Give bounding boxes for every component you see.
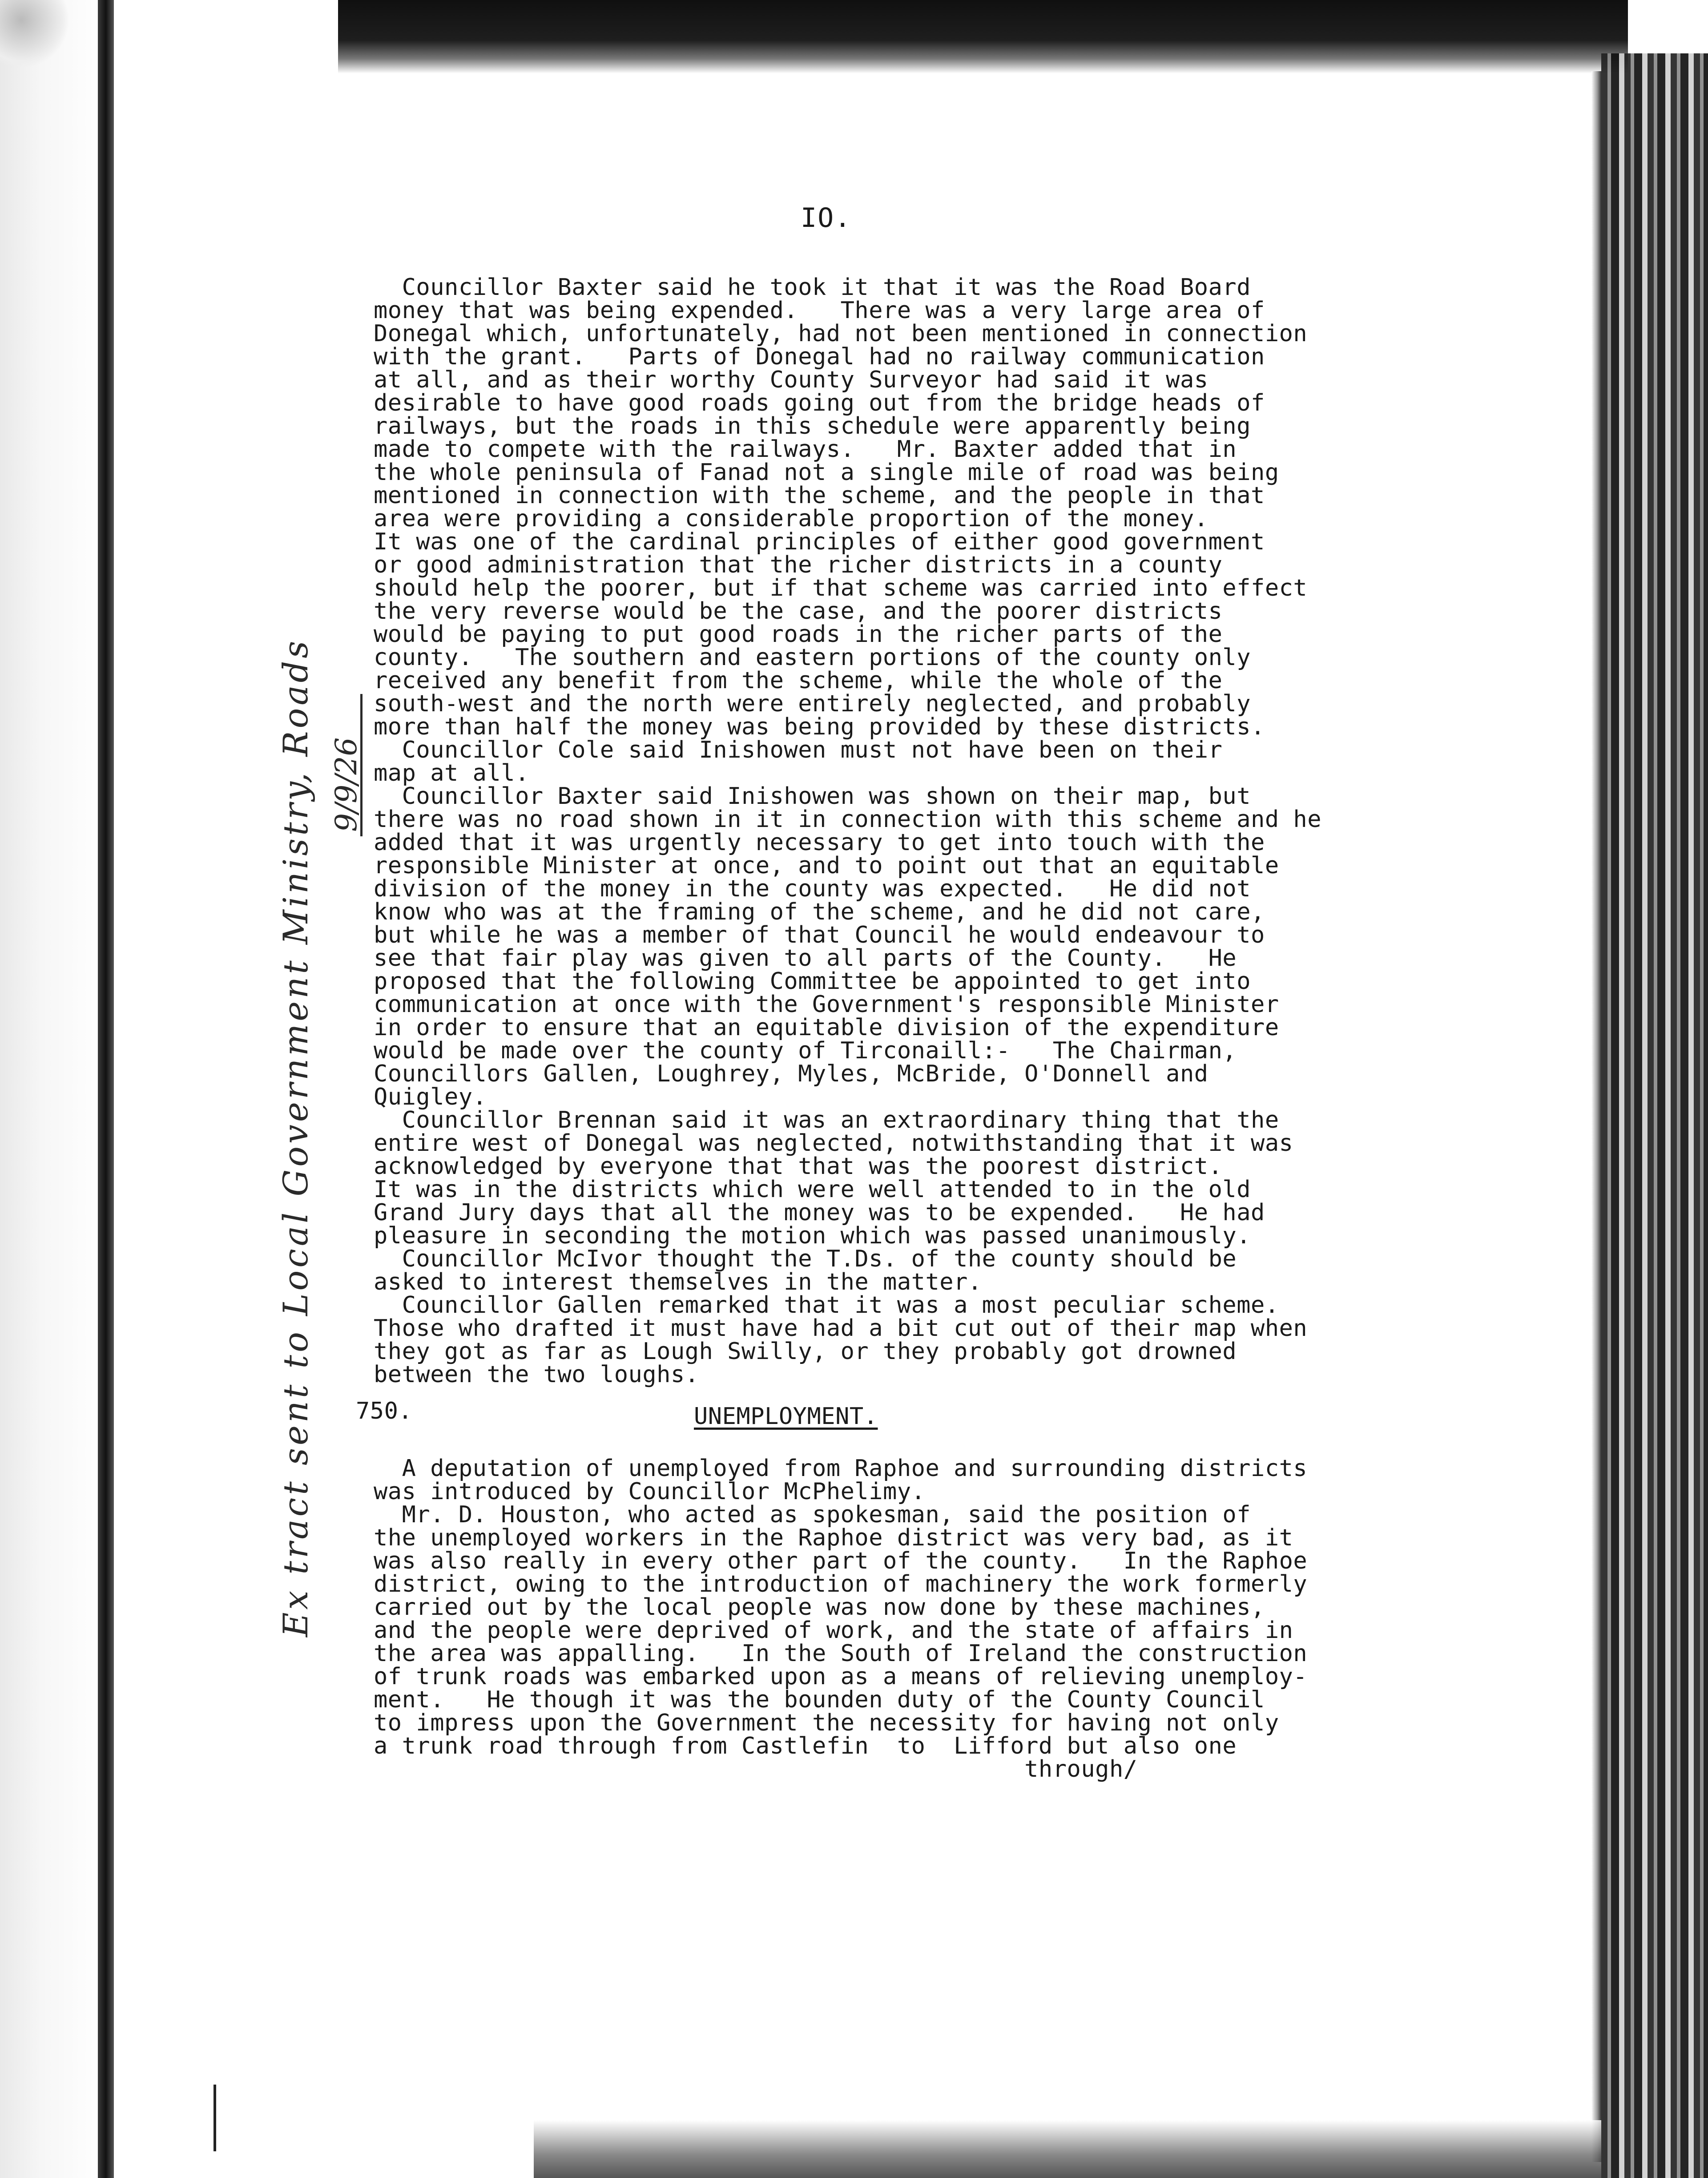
text-line: Councillors Gallen, Loughrey, Myles, McBride, O'Donnell and — [374, 1061, 1208, 1087]
text-line: made to compete with the railways. Mr. Baxter added that in — [374, 436, 1237, 463]
text-line: acknowledged by everyone that that was the poorest district. — [374, 1153, 1223, 1180]
text-line: through/ — [374, 1756, 1138, 1783]
text-line: see that fair play was given to all parts of the County. He — [374, 945, 1237, 972]
text-line: would be paying to put good roads in the richer parts of the — [374, 621, 1223, 648]
text-line: was also really in every other part of the county. In the Raphoe — [374, 1548, 1308, 1574]
text-line: mentioned in connection with the scheme, and the people in that — [374, 482, 1265, 509]
text-line: Councillor Brennan said it was an extraordinary thing that the — [374, 1107, 1279, 1133]
margin-handwritten-date: 9/9/26 — [329, 737, 363, 832]
text-line: was introduced by Councillor McPhelimy. — [374, 1478, 926, 1505]
text-line: south-west and the north were entirely neglected, and probably — [374, 690, 1251, 717]
text-line: added that it was urgently necessary to get into touch with the — [374, 829, 1265, 856]
section-heading: UNEMPLOYMENT. — [694, 1403, 878, 1430]
text-line: with the grant. Parts of Donegal had no railway communication — [374, 343, 1265, 370]
text-line: money that was being expended. There was a very large area of — [374, 297, 1265, 324]
text-line: more than half the money was being provided by these districts. — [374, 714, 1265, 740]
text-line: pleasure in seconding the motion which was passed unanimously. — [374, 1222, 1251, 1249]
text-line: carried out by the local people was now done by these machines, — [374, 1594, 1265, 1621]
text-line: division of the money in the county was expected. He did not — [374, 875, 1251, 902]
text-line: Grand Jury days that all the money was to be expended. He had — [374, 1199, 1265, 1226]
text-line: county. The southern and eastern portions of the county only — [374, 644, 1251, 671]
text-line: know who was at the framing of the scheme, and he did not care, — [374, 899, 1265, 925]
text-line: map at all. — [374, 760, 529, 786]
text-line: Councillor Gallen remarked that it was a most peculiar scheme. — [374, 1292, 1279, 1319]
scan-top-shadow — [338, 0, 1628, 73]
text-line: a trunk road through from Castlefin to Lifford but also one — [374, 1733, 1237, 1759]
text-line: there was no road shown in it in connection with this scheme and he — [374, 806, 1322, 833]
scan-bottom-mark — [214, 2085, 216, 2151]
text-line: desirable to have good roads going out from the bridge heads of — [374, 390, 1265, 416]
text-line: the very reverse would be the case, and the poorer districts — [374, 598, 1223, 625]
text-line: Councillor Cole said Inishowen must not have been on their — [374, 737, 1223, 763]
text-line: entire west of Donegal was neglected, notwithstanding that it was — [374, 1130, 1293, 1157]
text-line: It was one of the cardinal principles of either good government — [374, 528, 1265, 555]
text-line: to impress upon the Government the necessity for having not only — [374, 1710, 1279, 1736]
text-line: the whole peninsula of Fanad not a single mile of road was being — [374, 459, 1279, 486]
text-line: Councillor McIvor thought the T.Ds. of the county should be — [374, 1246, 1237, 1272]
text-line: proposed that the following Committee be appointed to get into — [374, 968, 1251, 995]
text-line: Mr. D. Houston, who acted as spokesman, said the position of — [374, 1501, 1251, 1528]
scan-right-inner-edge — [1591, 71, 1601, 2162]
page-number: IO. — [801, 202, 852, 234]
scan-bottom-shadow — [534, 2120, 1601, 2178]
text-line: but while he was a member of that Council he would endeavour to — [374, 922, 1265, 948]
text-line: Those who drafted it must have had a bit cut out of their map when — [374, 1315, 1308, 1342]
item-number: 750. — [356, 1398, 413, 1424]
text-line: It was in the districts which were well attended to in the old — [374, 1176, 1251, 1203]
text-line: area were providing a considerable proportion of the money. — [374, 505, 1208, 532]
text-line: communication at once with the Government's responsible Minister — [374, 991, 1279, 1018]
text-line: in order to ensure that an equitable division of the expenditure — [374, 1014, 1279, 1041]
text-line: of trunk roads was embarked upon as a means of relieving unemploy- — [374, 1663, 1308, 1690]
text-line: district, owing to the introduction of machinery the work formerly — [374, 1571, 1308, 1597]
section-heading-row — [356, 1386, 1486, 1432]
text-line: would be made over the county of Tirconaill:- The Chairman, — [374, 1037, 1237, 1064]
text-line: should help the poorer, but if that scheme was carried into effect — [374, 575, 1308, 601]
text-line: at all, and as their worthy County Surveyor had said it was — [374, 367, 1208, 393]
text-line: or good administration that the richer districts in a county — [374, 552, 1223, 578]
text-line: asked to interest themselves in the matter. — [374, 1269, 982, 1295]
text-line: ment. He though it was the bounden duty of the County Council — [374, 1686, 1265, 1713]
text-line: railways, but the roads in this schedule were apparently being — [374, 413, 1251, 440]
text-line: Councillor Baxter said he took it that it was the Road Board — [374, 274, 1251, 301]
scan-right-page-stack — [1601, 53, 1708, 2178]
minutes-section-unemployment — [374, 1457, 1486, 1781]
text-line: responsible Minister at once, and to point out that an equitable — [374, 852, 1279, 879]
text-line: and the people were deprived of work, and the state of affairs in — [374, 1617, 1293, 1644]
text-line: A deputation of unemployed from Raphoe and surrounding districts — [374, 1455, 1308, 1482]
text-line: they got as far as Lough Swilly, or they probably got drowned — [374, 1338, 1237, 1365]
margin-handwritten-note: Ex tract sent to Local Government Ministry, Roads — [276, 638, 315, 1637]
document-body — [356, 274, 1486, 1783]
text-line: received any benefit from the scheme, while the whole of the — [374, 667, 1223, 694]
text-line: Quigley. — [374, 1084, 487, 1110]
text-line: the area was appalling. In the South of Ireland the construction — [374, 1640, 1308, 1667]
text-line: the unemployed workers in the Raphoe district was very bad, as it — [374, 1525, 1293, 1551]
text-line: Donegal which, unfortunately, had not been mentioned in connection — [374, 320, 1308, 347]
spacer — [374, 1432, 1486, 1457]
scan-corner-smudge — [0, 0, 71, 67]
text-line: Councillor Baxter said Inishowen was shown on their map, but — [374, 783, 1251, 810]
scan-left-margin — [0, 0, 102, 2178]
text-line: between the two loughs. — [374, 1361, 699, 1388]
scan-binding-edge — [98, 0, 114, 2178]
minutes-section-road-board — [374, 276, 1486, 1386]
